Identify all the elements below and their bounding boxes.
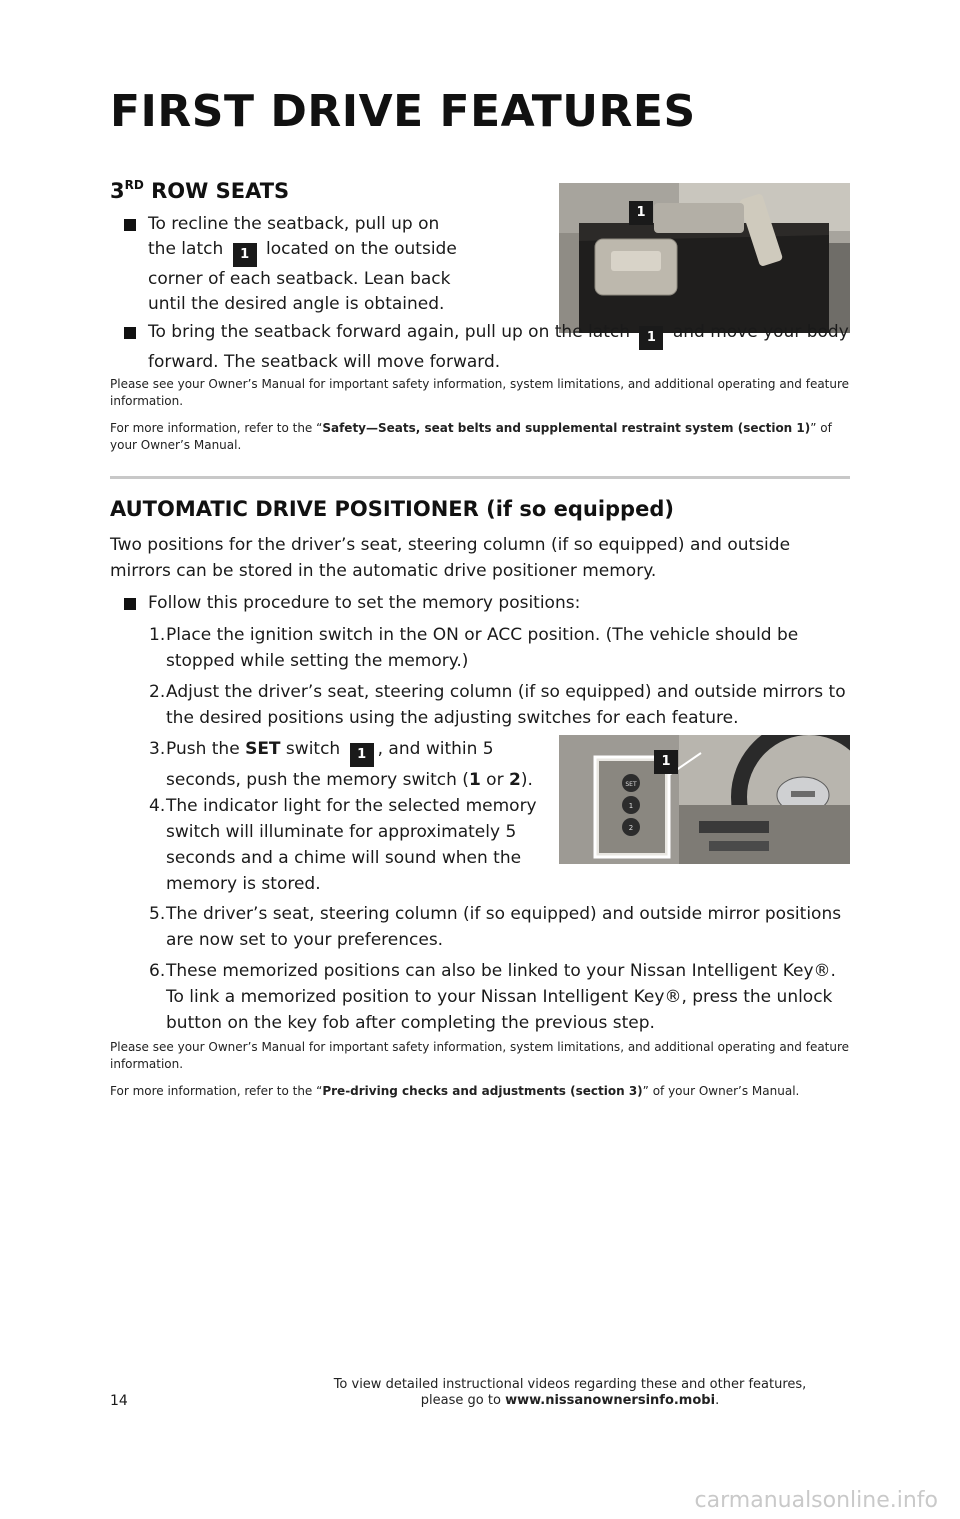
adp-bullet: Follow this procedure to set the memory positions: — [124, 591, 850, 616]
third-row-reference-note: For more information, refer to the “Safety—Seats, seat belts and supplemental restraint system (section 1)” of your Owner’s Manual. — [110, 421, 832, 452]
photo-callout-badge: 1 — [654, 750, 678, 774]
third-row-seat-photo — [559, 183, 850, 333]
adp-step-4: 4. The indicator light for the selected memory switch will illuminate for approximately 5 seconds and a chime will sound when the memory is stored. — [149, 796, 537, 894]
adp-step-5: 5. The driver’s seat, steering column (if so equipped) and outside mirror positions are now set to your preferences. — [149, 904, 842, 950]
adp-safety-note: Please see your Owner’s Manual for important safety information, system limitations, and additional operating and feature information. — [110, 1040, 850, 1071]
photo-callout-badge: 1 — [629, 201, 653, 225]
switch-label-1: 1 — [628, 802, 634, 810]
switch-label-set: SET — [625, 781, 637, 788]
bullet-square-icon — [124, 598, 136, 610]
third-row-bullet-recline: To recline the seatback, pull up on the latch 1 located on the outside corner of each seatback. Lean back until the desired angle is obtained. — [124, 212, 464, 317]
page-number: 14 — [110, 1393, 128, 1409]
adp-intro: Two positions for the driver’s seat, steering column (if so equipped) and outside mirrors can be stored in the automatic drive positioner memory. — [110, 535, 791, 581]
callout-badge: 1 — [233, 243, 257, 267]
footer-note: To view detailed instructional videos regarding these and other features, please go to www.nissanownersinfo.mobi. — [333, 1377, 807, 1408]
callout-badge: 1 — [350, 743, 374, 767]
adp-step-6: 6. These memorized positions can also be linked to your Nissan Intelligent Key®. To link a memorized position to your Nissan Intelligent Key®, press the unlock button on the key fob after completing the previous step. — [149, 961, 836, 1033]
third-row-safety-note: Please see your Owner’s Manual for important safety information, system limitations, and additional operating and feature information. — [110, 377, 850, 408]
adp-step-2: 2. Adjust the driver’s seat, steering column (if so equipped) and outside mirrors to the desired positions using the adjusting switches for each feature. — [149, 682, 846, 728]
adp-step-3: 3. Push the SET switch 1 , and within 5 seconds, push the memory switch (1 or 2). — [149, 739, 533, 790]
callout-badge: 1 — [639, 326, 663, 350]
third-row-bullet-forward: To bring the seatback forward again, pull up on the latch 1 and move your body forward. The seatback will move forward. — [124, 320, 850, 375]
section-divider — [110, 476, 850, 479]
third-row-heading: 3RD ROW SEATS — [110, 178, 290, 203]
adp-step-1: 1. Place the ignition switch in the ON or ACC position. (The vehicle should be stopped while setting the memory.) — [149, 625, 799, 671]
page-title: FIRST DRIVE FEATURES — [110, 86, 696, 137]
bullet-square-icon — [124, 219, 136, 231]
adp-heading: AUTOMATIC DRIVE POSITIONER (if so equipped) — [110, 497, 674, 521]
bullet-square-icon — [124, 327, 136, 339]
switch-label-2: 2 — [628, 824, 634, 832]
footer-link[interactable]: www.nissanownersinfo.mobi — [505, 1393, 716, 1408]
adp-reference-note: For more information, refer to the “Pre-driving checks and adjustments (section 3)” of your Owner’s Manual. — [110, 1084, 800, 1098]
watermark: carmanualsonline.info — [694, 1488, 938, 1513]
memory-switch-photo — [559, 735, 850, 864]
